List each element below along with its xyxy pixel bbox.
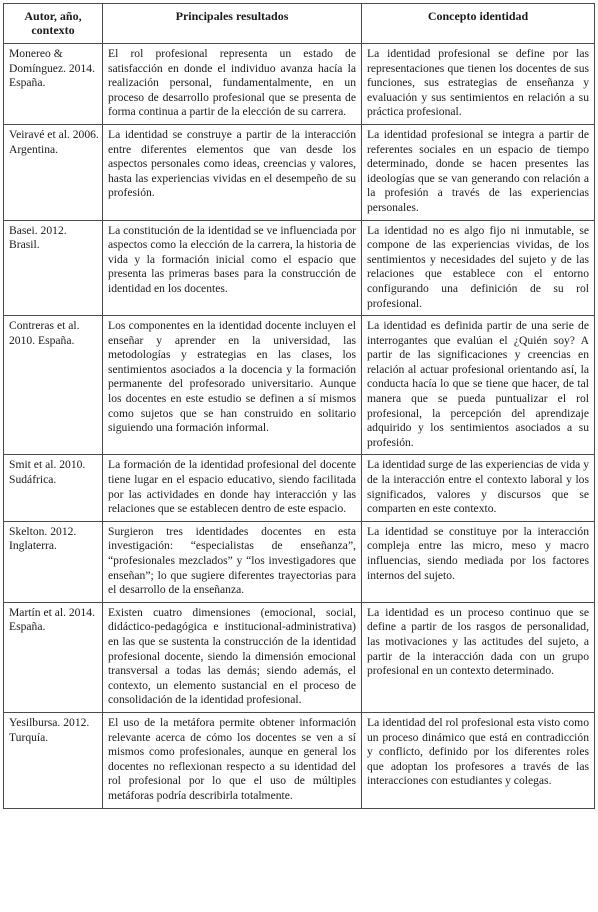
table-row [4,521,595,602]
concept-cell: La identidad profesional se integra a partir de referentes sociales en un espacio de tiempo determinado, donde se hacen presentes las ideologías que se van generando con relación a la profesión a través de las experiencias personales. [362,124,595,220]
results-cell: La constitución de la identidad se ve influenciada por aspectos como la elección de la carrera, la historia de vida y la formación inicial como el espacio que presenta las primeras bases para la construcción de identidad en los docentes. [103,220,362,316]
concept-cell: La identidad no es algo fijo ni inmutable, se compone de las experiencias vividas, de los sentimientos y necesidades del sujeto y de las relaciones que establece con el entorno configurando una definición de su rol profesional. [362,220,595,316]
table-row [4,220,595,316]
results-cell: Existen cuatro dimensiones (emocional, social, didáctico-pedagógica e institucional-administrativa) en las que se sustenta la construcción de la identidad profesional docente, siendo la dimensión emocional transversal a todas las demás; siendo además, el contexto, un elemento sustancial en el proceso de consolidación de la identidad profesional. [103,602,362,712]
table-row [4,124,595,220]
header-results: Principales resultados [103,4,362,44]
table-row [4,712,595,808]
results-cell: La formación de la identidad profesional del docente tiene lugar en el espacio educativo, siendo facilitada por las actividades en donde hay interacción y las relaciones que se establecen dentro de este espacio. [103,455,362,521]
author-cell: Monereo & Domínguez. 2014. España. [4,44,103,125]
table-row [4,602,595,712]
author-cell: Martín et al. 2014. España. [4,602,103,712]
concept-cell: La identidad es definida partir de una serie de interrogantes que evalúan el ¿Quién soy? A partir de las significaciones y creencias en relación al actuar profesional orientando así, la conducta hacía lo que se tiene que hacer, de tal manera que se pueda puntualizar el rol profesional, la percepción del aprendizaje adquirido y los sentimientos asociados a su profesión. [362,316,595,455]
concept-cell: La identidad se constituye por la interacción compleja entre las micro, meso y macro influencias, siendo mediada por los factores internos del sujeto. [362,521,595,602]
results-cell: La identidad se construye a partir de la interacción entre diferentes elementos que van desde los aspectos personales como ideas, creencias y valores, hasta las experiencias vividas en el desempeño de su profesión. [103,124,362,220]
literature-review-table [3,3,595,809]
results-cell: Surgieron tres identidades docentes en esta investigación: “especialistas de enseñanza”, “profesionales mezclados” y “los investigadores que enseñan”; lo que sugiere diferentes trayectorias para el desarrollo de la enseñanza. [103,521,362,602]
concept-cell: La identidad es un proceso continuo que se define a partir de los rasgos de personalidad, las motivaciones y las actitudes del sujeto, a partir de la interacción dada con un grupo profesional en un contexto determinado. [362,602,595,712]
results-cell: Los componentes en la identidad docente incluyen el enseñar y aprender en la universidad, las metodologías y estrategias en las clases, los sentimientos asociados a la docencia y la formación permanente del profesorado universitario. Aunque los docentes en este estudio se definen a sí mismos como sujetos que se han construido en solitario siguiendo una formación informal. [103,316,362,455]
table-row [4,316,595,455]
author-cell: Smit et al. 2010. Sudáfrica. [4,455,103,521]
concept-cell: La identidad surge de las experiencias de vida y de la interacción entre el contexto laboral y los significados, valores y discursos que se comparten en este contexto. [362,455,595,521]
table-row [4,455,595,521]
concept-cell: La identidad del rol profesional esta visto como un proceso dinámico que está en contradicción y conflicto, definido por los diferentes roles que adoptan los profesores a través de las interacciones con estudiantes y colegas. [362,712,595,808]
author-cell: Contreras et al. 2010. España. [4,316,103,455]
header-author: Autor, año, contexto [4,4,103,44]
header-concept: Concepto identidad [362,4,595,44]
author-cell: Basei. 2012. Brasil. [4,220,103,316]
concept-cell: La identidad profesional se define por las representaciones que tienen los docentes de sus funciones, sus estrategias de enseñanza y evaluación y sus sentimientos en relación a su práctica profesional. [362,44,595,125]
table-header-row [4,4,595,44]
results-cell: El uso de la metáfora permite obtener información relevante acerca de cómo los docentes se ven a sí mismos como profesionales, aunque en general los docentes no reflexionan respecto a su identidad del rol profesional por lo que el uso de múltiples metáforas podría describirla totalmente. [103,712,362,808]
author-cell: Yesilbursa. 2012. Turquía. [4,712,103,808]
table-row [4,44,595,125]
author-cell: Skelton. 2012. Inglaterra. [4,521,103,602]
results-cell: El rol profesional representa un estado de satisfacción en donde el individuo avanza hacía la realización personal, fundamentalmente, en un proceso de desarrollo profesional que se presenta de forma continua a partir de la elección de su carrera. [103,44,362,125]
author-cell: Veiravé et al. 2006. Argentina. [4,124,103,220]
